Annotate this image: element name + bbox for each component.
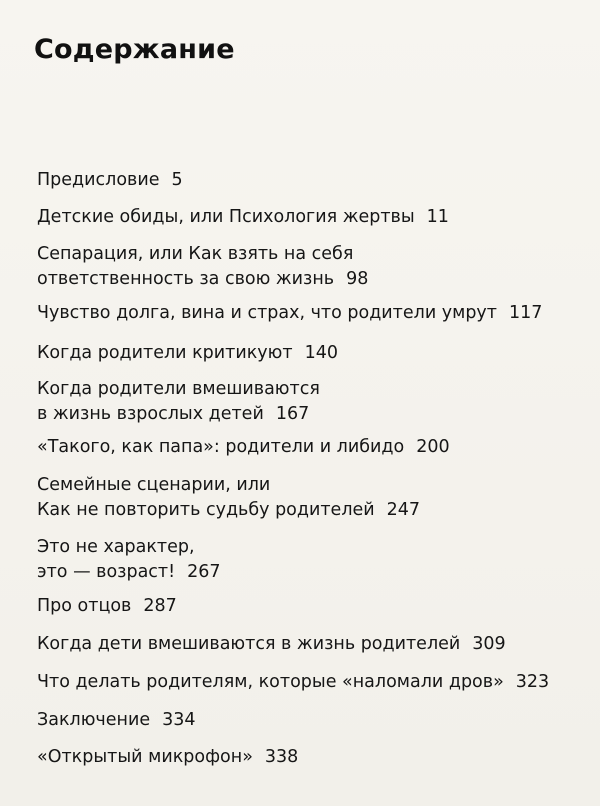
toc-entry (37, 594, 577, 619)
toc-entry-line: Как не повторить судьбу родителей 247 (37, 500, 421, 520)
toc-entry-line: Сепарация, или Как взять на себя (37, 244, 354, 264)
toc-page-number: 267 (187, 562, 221, 582)
toc-entry-line: Это не характер, (37, 537, 195, 557)
toc-entry (37, 301, 577, 326)
toc-page-number: 338 (264, 747, 299, 767)
toc-entry (37, 205, 577, 230)
toc-entry (37, 670, 577, 695)
toc-entry-line: в жизнь взрослых детей 167 (37, 404, 310, 424)
toc-page-number: 167 (275, 404, 310, 424)
toc-entry (37, 377, 577, 427)
toc-entry-line: Когда родители критикуют 140 (37, 343, 338, 363)
toc-entry-line: Предисловие 5 (37, 170, 183, 190)
toc-page-number: 117 (508, 303, 543, 323)
toc-entry-line: ответственность за свою жизнь 98 (37, 269, 369, 289)
toc-page-number: 287 (143, 596, 177, 616)
toc-page-number: 247 (386, 500, 421, 520)
toc-entry-line: Что делать родителям, которые «наломали дров» 323 (37, 672, 550, 692)
toc-entry (37, 242, 577, 292)
toc-entry (37, 473, 577, 523)
toc-page-number: 323 (515, 672, 550, 692)
toc-entry (37, 168, 577, 193)
toc-entry (37, 745, 577, 770)
page-title: Содержание (34, 34, 235, 65)
toc-page-number: 140 (304, 343, 338, 363)
toc-entry (37, 435, 577, 460)
toc-entry-line: это — возраст! 267 (37, 562, 221, 582)
toc-entry-line: Семейные сценарии, или (37, 475, 271, 495)
toc-entry-line: «Такого, как папа»: родители и либидо 200 (37, 437, 450, 457)
toc-entry-line: Когда родители вмешиваются (37, 379, 320, 399)
toc-page-number: 5 (171, 170, 183, 190)
toc-entry-line: Детские обиды, или Психология жертвы 11 (37, 207, 449, 227)
toc-page-number: 309 (472, 634, 506, 654)
toc-page-number: 334 (162, 710, 196, 730)
toc-entry (37, 341, 577, 366)
toc-page-number: 11 (426, 207, 449, 227)
toc-page-number: 98 (346, 269, 369, 289)
toc-page-number: 200 (416, 437, 450, 457)
toc-entry-line: «Открытый микрофон» 338 (37, 747, 299, 767)
toc-entry-line: Чувство долга, вина и страх, что родители умрут 117 (37, 303, 543, 323)
toc-entry (37, 535, 577, 585)
toc-entry (37, 708, 577, 733)
toc-entry-line: Про отцов 287 (37, 596, 177, 616)
toc-entry-line: Заключение 334 (37, 710, 196, 730)
toc-entry-line: Когда дети вмешиваются в жизнь родителей 309 (37, 634, 506, 654)
toc-entry (37, 632, 577, 657)
